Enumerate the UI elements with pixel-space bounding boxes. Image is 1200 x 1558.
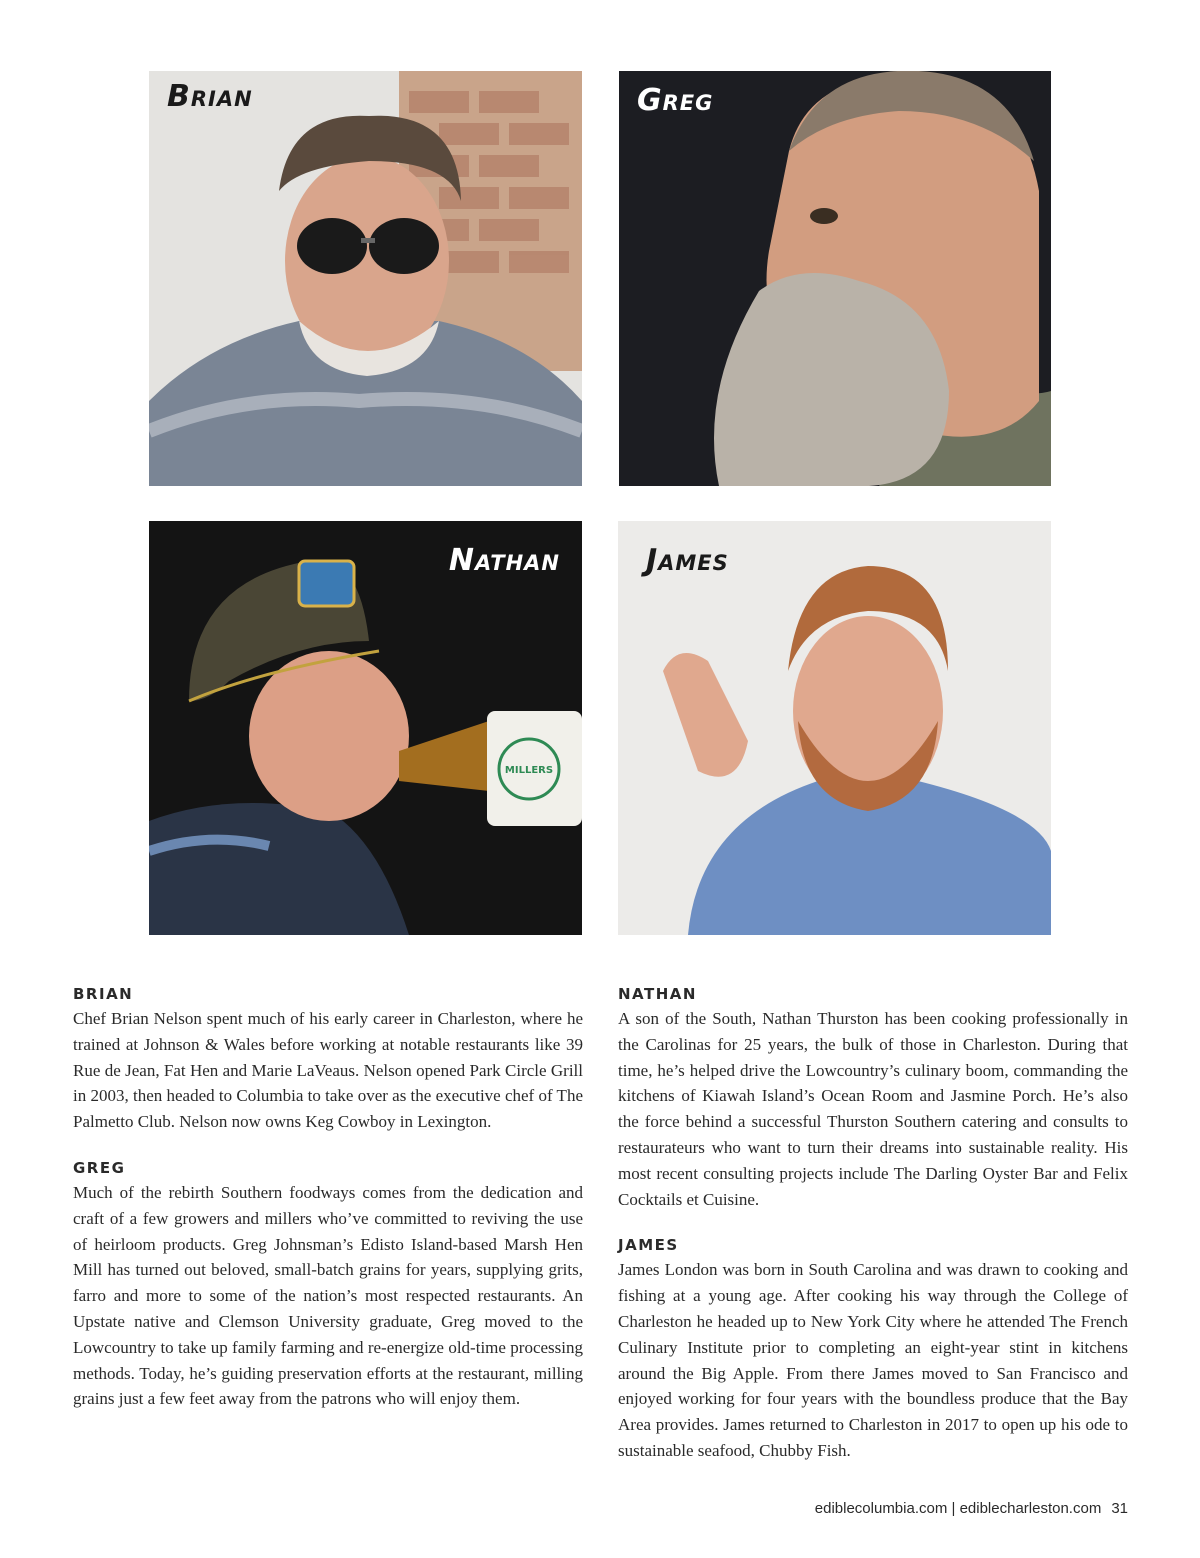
bio-james (618, 1236, 1128, 1463)
photo-brian (149, 71, 582, 486)
photo-greg (619, 71, 1051, 486)
photo-nathan (149, 521, 582, 935)
photo-label-brian: Brian (167, 79, 253, 114)
bio-heading-greg: GREG (73, 1158, 126, 1177)
page-footer (815, 1500, 1128, 1517)
portrait-brian-image (149, 71, 582, 486)
bio-heading-nathan: NATHAN (618, 985, 697, 1003)
photo-label-nathan: Nathan (448, 543, 560, 578)
bio-heading-brian: BRIAN (73, 985, 134, 1003)
bio-text-greg: Much of the rebirth Southern foodways comes from the dedication and craft of a few growers and millers who’ve committed to reviving the use of heirloom products. Greg Johnsman’s Edisto Island-based Marsh Hen Mill has turned out beloved, small-batch grains for years, supplying grits, farro and more to some of the nation’s most respected restaurants. An Upstate native and Clemson University graduate, Greg moved to the Lowcountry to take up family farming and re-energize old-time processing methods. Today, he’s guiding preservation efforts at the restaurant, milling grains just a few feet away from the patrons who will enjoy them. (73, 1182, 583, 1409)
bio-text-nathan: A son of the South, Nathan Thurston has been cooking professionally in the Carolinas for 25 years, the bulk of those in Charleston. During that time, he’s helped drive the Lowcountry’s culinary boom, commanding the kitchens of Kiawah Island’s Ocean Room and Jasmine Porch. He’s also the force behind a successful Thurston Southern catering and consults to restaurateurs who want to turn their dreams into sustainable reality. His most recent consulting projects include The Darling Oyster Bar and Felix Cocktails et Cuisine. (618, 1009, 1128, 1209)
bio-nathan (618, 985, 1128, 1212)
photo-label-james: James (646, 543, 729, 578)
photo-label-greg: Greg (637, 83, 714, 118)
portrait-james-image (618, 521, 1051, 935)
footer-sites: ediblecolumbia.com | ediblecharleston.com (814, 1500, 1102, 1517)
bio-text-james: James London was born in South Carolina and was drawn to cooking and fishing at a young age. After cooking his way through the College of Charleston he headed up to New York City where he attended The French Culinary Institute prior to completing an eight-year stint in kitchens around the Big Apple. From there James moved to San Francisco and enjoyed working for four years with the boundless produce that the Bay Area provides. James returned to Charleston in 2017 to open up his ode to sustainable seafood, Chubby Fish. (618, 1260, 1128, 1460)
photo-james (618, 521, 1051, 935)
bio-column-right (618, 985, 1128, 1488)
bio-greg (73, 1159, 583, 1412)
bio-text-brian: Chef Brian Nelson spent much of his early career in Charleston, where he trained at Johnson & Wales before working at notable restaurants like 39 Rue de Jean, Fat Hen and Marie LaVeaus. Nelson opened Park Circle Grill in 2003, then headed to Columbia to take over as the executive chef of The Palmetto Club. Nelson now owns Keg Cowboy in Lexington. (73, 1009, 583, 1132)
bio-column-left (73, 985, 583, 1436)
bio-brian (73, 985, 583, 1135)
page-number: 31 (1111, 1500, 1128, 1517)
portrait-greg-image (619, 71, 1051, 486)
portrait-nathan-image (149, 521, 582, 935)
bio-heading-james: JAMES (618, 1236, 679, 1255)
bottle-label-text: MILLERS (504, 765, 554, 776)
